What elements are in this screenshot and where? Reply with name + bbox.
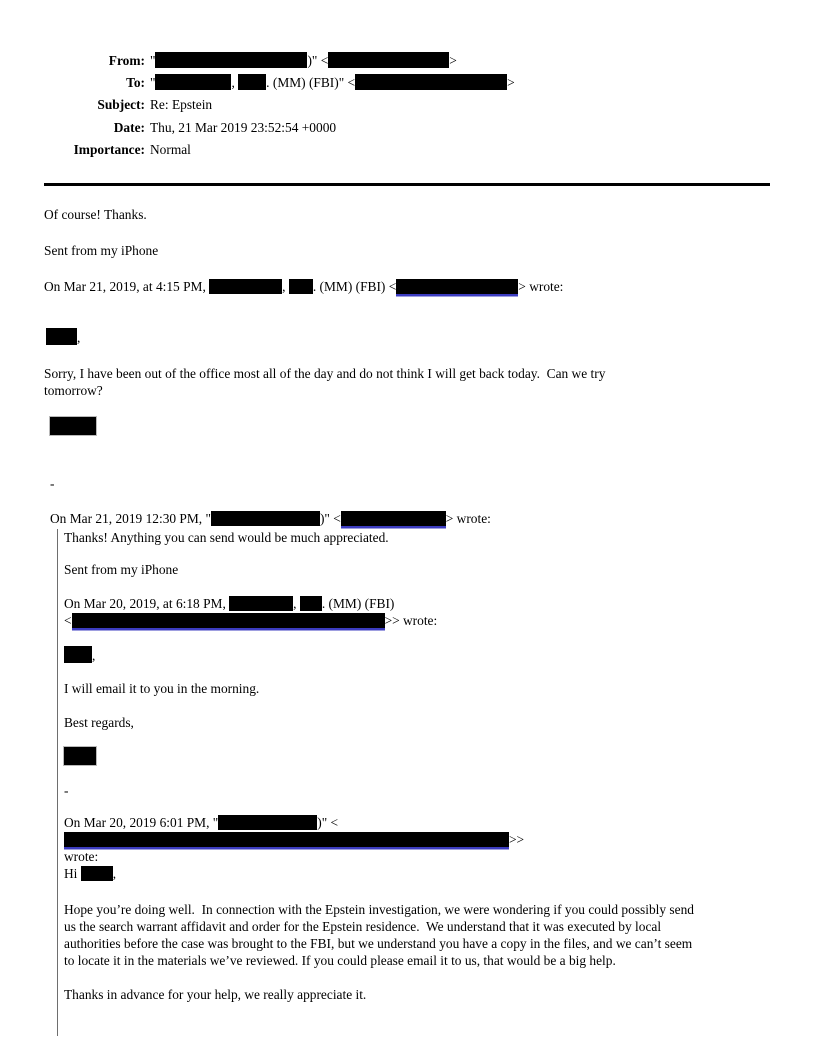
header-row-date <box>44 117 770 139</box>
text-run: . (MM) (FBI) <box>321 596 395 612</box>
text-run: On Mar 20, 2019 6:01 PM, " <box>64 815 219 831</box>
text-run: to locate it in the materials we’ve reviewed. If you could please email it to us, that would be a big help. <box>64 953 616 969</box>
header-field-value <box>150 94 212 116</box>
redaction-box <box>396 279 518 294</box>
text-run: " <box>150 75 156 91</box>
text-run: )" < <box>307 53 329 68</box>
text-run: )" < <box>319 511 341 527</box>
email-body <box>44 206 770 1036</box>
header-field-value <box>150 139 191 161</box>
quoted-separator-dash <box>64 782 770 799</box>
redaction-box <box>328 52 449 68</box>
opening-line <box>44 206 770 223</box>
text-run: , <box>77 330 81 346</box>
quoted-email-morning <box>64 680 770 697</box>
redaction-box <box>238 74 266 90</box>
text-run: Of course! Thanks. <box>44 207 147 223</box>
text-run: . (MM) (FBI)" < <box>266 75 356 91</box>
text-run: Thanks in advance for your help, we really appreciate it. <box>64 987 367 1003</box>
separator-dash <box>50 475 770 492</box>
text-run: Normal <box>150 141 191 157</box>
text-run: , <box>112 866 117 882</box>
header-row-to <box>44 72 770 94</box>
text-run: Best regards, <box>64 715 134 731</box>
text-run: )" < <box>317 815 339 831</box>
quote-attribution-1230pm <box>50 510 770 527</box>
quote-attribution-601pm <box>64 814 770 882</box>
quoted-request-paragraph <box>64 901 770 969</box>
redaction-box <box>81 866 113 881</box>
redaction-box <box>229 596 293 611</box>
header-field-value <box>150 50 457 72</box>
text-run: Sent from my iPhone <box>64 562 179 578</box>
text-run: tomorrow? <box>44 383 103 399</box>
text-run: , <box>282 279 289 295</box>
text-run: On Mar 21, 2019 12:30 PM, " <box>50 511 211 527</box>
redaction-box <box>289 279 313 294</box>
text-run: us the search warrant affidavit and order for the Epstein residence. We understand that it was executed by local <box>64 919 662 935</box>
text-run: Thu, 21 Mar 2019 23:52:54 +0000 <box>150 119 337 135</box>
header-row-from <box>44 50 770 72</box>
header-field-label: Subject: <box>97 97 145 113</box>
text-run: Re: Epstein <box>150 97 213 113</box>
text-run: On Mar 21, 2019, at 4:15 PM, <box>44 279 210 295</box>
quoted-sent-from-iphone <box>64 561 770 578</box>
quoted-message <box>57 529 770 1036</box>
redaction-box <box>341 511 446 526</box>
quoted-signature-redacted <box>64 747 770 766</box>
text-run: Sorry, I have been out of the office most all of the day and do not think I will get back today. Can we try <box>44 366 606 382</box>
redaction-box <box>64 747 96 765</box>
quote-attribution-618pm <box>64 595 770 629</box>
signature-redacted <box>50 417 770 436</box>
text-run: Hi <box>64 866 81 882</box>
text-run: " <box>150 53 156 68</box>
redaction-box <box>46 328 77 345</box>
text-run: . (MM) (FBI) < <box>312 279 397 295</box>
redaction-box <box>64 646 92 663</box>
text-run: >> <box>509 832 525 848</box>
header-field-value <box>150 117 336 139</box>
redaction-box <box>64 832 509 847</box>
text-run: On Mar 20, 2019, at 6:18 PM, <box>64 596 230 612</box>
header-field-label: From: <box>108 53 145 68</box>
redaction-box <box>355 74 507 90</box>
text-run: - <box>50 476 55 492</box>
text-run: wrote: <box>64 849 99 865</box>
text-run: Sent from my iPhone <box>44 243 159 259</box>
text-run: < <box>64 613 72 629</box>
text-run: - <box>64 783 69 799</box>
header-field-label: To: <box>126 75 145 91</box>
quoted-best-regards <box>64 714 770 731</box>
text-run: Hope you’re doing well. In connection with the Epstein investigation, we were wondering if you could possibly send <box>64 902 694 918</box>
header-row-importance <box>44 139 770 161</box>
text-run: > <box>507 75 515 91</box>
text-run: authorities before the case was brought to the FBI, but we understand you have a copy in the files, and we can’t seem <box>64 936 693 952</box>
redaction-box <box>211 511 320 526</box>
greeting-redacted <box>46 328 770 346</box>
text-run: > wrote: <box>445 511 491 527</box>
message-out-of-office <box>44 365 770 399</box>
quoted-thanks-in-advance <box>64 986 770 1003</box>
quoted-thanks-line <box>64 529 770 546</box>
redaction-box <box>209 279 282 294</box>
quote-attribution-415pm <box>44 278 770 295</box>
header-row-subject <box>44 94 770 116</box>
text-run: , <box>92 648 96 664</box>
redaction-box <box>218 815 317 830</box>
redaction-box <box>155 52 307 68</box>
quoted-greeting-redacted <box>64 646 770 664</box>
header-field-value <box>150 72 515 94</box>
text-run: > wrote: <box>518 279 564 295</box>
text-run: Thanks! Anything you can send would be much appreciated. <box>64 530 389 546</box>
text-run: > <box>449 53 457 68</box>
text-run: I will email it to you in the morning. <box>64 681 260 697</box>
redaction-box <box>155 74 231 90</box>
header-field-label: Date: <box>113 119 145 135</box>
text-run: , <box>231 75 239 91</box>
email-header <box>44 50 770 161</box>
sent-from-iphone <box>44 242 770 259</box>
header-field-label: Importance: <box>73 141 145 157</box>
redaction-box <box>300 596 322 611</box>
text-run: >> wrote: <box>384 613 438 629</box>
header-divider-rule <box>44 183 770 186</box>
redaction-box <box>50 417 96 435</box>
text-run: , <box>293 596 300 612</box>
redaction-box <box>72 613 385 628</box>
